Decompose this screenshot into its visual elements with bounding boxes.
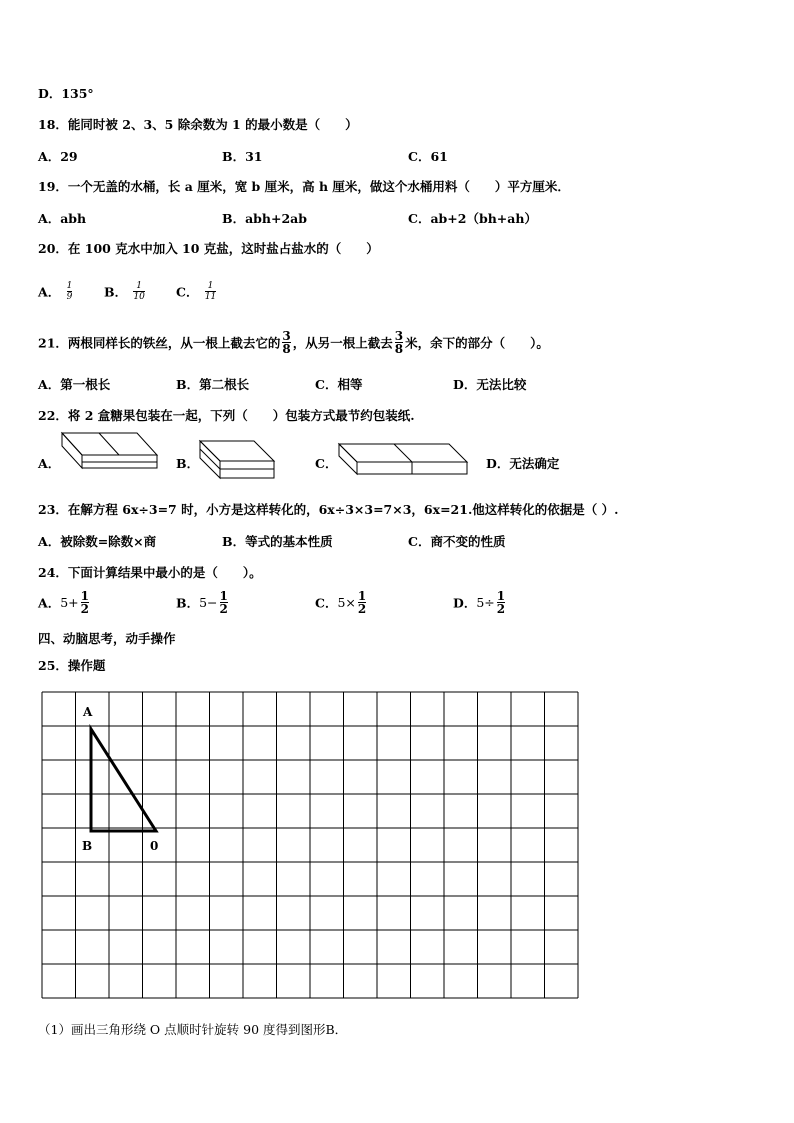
fraction-numerator: 1 bbox=[219, 589, 228, 603]
q24-option-a bbox=[38, 590, 91, 615]
fraction-denominator: 11 bbox=[204, 292, 217, 302]
fraction-numerator: 1 bbox=[496, 589, 506, 603]
fraction-numerator: 3 bbox=[282, 329, 291, 343]
fraction-denominator: 10 bbox=[133, 292, 145, 302]
q20-option-c-fraction bbox=[205, 281, 216, 302]
q24-option-c-expr: 5× bbox=[337, 595, 356, 610]
q25-grid-diagram bbox=[40, 690, 580, 1002]
label-vertex-a: A bbox=[83, 705, 93, 719]
q24-option-c-label: C． bbox=[315, 595, 338, 611]
q24-option-a-fraction bbox=[81, 590, 89, 615]
q23-option-b: B．等式的基本性质 bbox=[222, 534, 333, 549]
fraction-numerator: 1 bbox=[80, 589, 89, 603]
q24-option-b-label: B． bbox=[176, 595, 200, 611]
q18-option-b: B．31 bbox=[222, 149, 263, 164]
q25-subquestion-1: （1）画出三角形绕 O 点顺时针旋转 90 度得到图形B． bbox=[38, 1022, 348, 1037]
q22-option-b-label: B． bbox=[176, 456, 200, 471]
q21-fraction-2 bbox=[395, 330, 403, 355]
q19-option-b: B．abh+2ab bbox=[222, 211, 308, 226]
q21-option-b: B．第二根长 bbox=[176, 377, 250, 392]
q22-stem: 22．将 2 盒糖果包装在一起，下列（ ）包装方式最节约包装纸. bbox=[38, 408, 415, 423]
q20-option-b-fraction bbox=[133, 281, 144, 302]
q21-option-d: D．无法比较 bbox=[453, 377, 527, 392]
q18-option-a: A．29 bbox=[38, 149, 78, 164]
q21-stem-part1: 21．两根同样长的铁丝，从一根上截去它的 bbox=[38, 335, 281, 351]
q22-option-c-label: C． bbox=[315, 456, 338, 471]
q23-option-c: C．商不变的性质 bbox=[408, 534, 506, 549]
q25-title: 25．操作题 bbox=[38, 658, 106, 673]
section-four-title: 四、动脑思考，动手操作 bbox=[38, 631, 176, 646]
fraction-denominator: 8 bbox=[394, 342, 404, 356]
q22-box-diagram-b bbox=[198, 439, 278, 484]
q24-option-b-expr: 5− bbox=[199, 595, 218, 610]
q19-option-c: C．ab+2（bh+ah） bbox=[408, 211, 537, 226]
q19-option-a: A．abh bbox=[38, 211, 87, 226]
q22-box-diagram-c bbox=[337, 442, 472, 478]
q20-option-a-label: A． bbox=[38, 284, 61, 300]
q23-stem: 23．在解方程 6x÷3=7 时，小方是这样转化的，6x÷3×3=7×3，6x=21.他这样转化的依据是（ ）. bbox=[38, 502, 619, 517]
q23-option-a: A．被除数=除数×商 bbox=[38, 534, 157, 549]
fraction-numerator: 1 bbox=[66, 281, 73, 291]
grid-lines bbox=[42, 692, 578, 998]
q21-option-c: C．相等 bbox=[315, 377, 363, 392]
fraction-numerator: 1 bbox=[136, 281, 143, 291]
q24-option-d-expr: 5÷ bbox=[476, 595, 495, 610]
q24-option-d-label: D． bbox=[453, 595, 477, 611]
q24-option-b bbox=[176, 590, 230, 615]
q24-option-a-label: A． bbox=[38, 595, 61, 611]
q20-option-a bbox=[38, 281, 74, 302]
q24-option-a-expr: 5+ bbox=[60, 595, 79, 610]
q20-option-b bbox=[104, 281, 147, 302]
q21-option-a: A．第一根长 bbox=[38, 377, 111, 392]
q24-option-d bbox=[453, 590, 507, 615]
q22-option-a-label: A． bbox=[38, 456, 61, 471]
q18-option-c: C．61 bbox=[408, 149, 448, 164]
fraction-numerator: 1 bbox=[357, 589, 367, 603]
fraction-numerator: 1 bbox=[207, 281, 214, 291]
q24-stem: 24．下面计算结果中最小的是（ ）。 bbox=[38, 565, 262, 580]
fraction-denominator: 2 bbox=[496, 602, 506, 616]
q24-option-d-fraction bbox=[497, 590, 505, 615]
q20-stem: 20．在 100 克水中加入 10 克盐，这时盐占盐水的（ ） bbox=[38, 241, 379, 256]
q21-stem bbox=[38, 330, 549, 355]
fraction-denominator: 2 bbox=[357, 602, 367, 616]
label-vertex-b: B bbox=[82, 839, 93, 853]
q21-fraction-1 bbox=[282, 330, 290, 355]
fraction-denominator: 2 bbox=[219, 602, 228, 616]
q20-option-b-label: B． bbox=[104, 284, 128, 300]
fraction-numerator: 3 bbox=[394, 329, 404, 343]
fraction-denominator: 8 bbox=[282, 342, 291, 356]
q24-option-c bbox=[315, 590, 368, 615]
q22-option-d: D．无法确定 bbox=[486, 456, 560, 471]
triangle-abo bbox=[91, 729, 156, 831]
q24-option-b-fraction bbox=[220, 590, 228, 615]
q17-option-d: D．135° bbox=[38, 86, 94, 101]
q21-stem-part2: ，从另一根上截去 bbox=[292, 335, 393, 351]
q20-option-c-label: C． bbox=[176, 284, 199, 300]
fraction-denominator: 9 bbox=[66, 292, 73, 302]
fraction-denominator: 2 bbox=[80, 602, 89, 616]
q20-option-a-fraction bbox=[67, 281, 73, 302]
q18-stem: 18．能同时被 2、3、5 除余数为 1 的最小数是（ ） bbox=[38, 117, 358, 132]
q24-option-c-fraction bbox=[358, 590, 366, 615]
q20-option-c bbox=[176, 281, 218, 302]
q21-stem-part3: 米，余下的部分（ ）。 bbox=[405, 335, 549, 351]
q22-box-diagram-a bbox=[60, 431, 160, 487]
label-vertex-o: 0 bbox=[150, 839, 159, 853]
q19-stem: 19．一个无盖的水桶，长 a 厘米，宽 b 厘米，高 h 厘米，做这个水桶用料（ ）平方厘米． bbox=[38, 179, 570, 194]
